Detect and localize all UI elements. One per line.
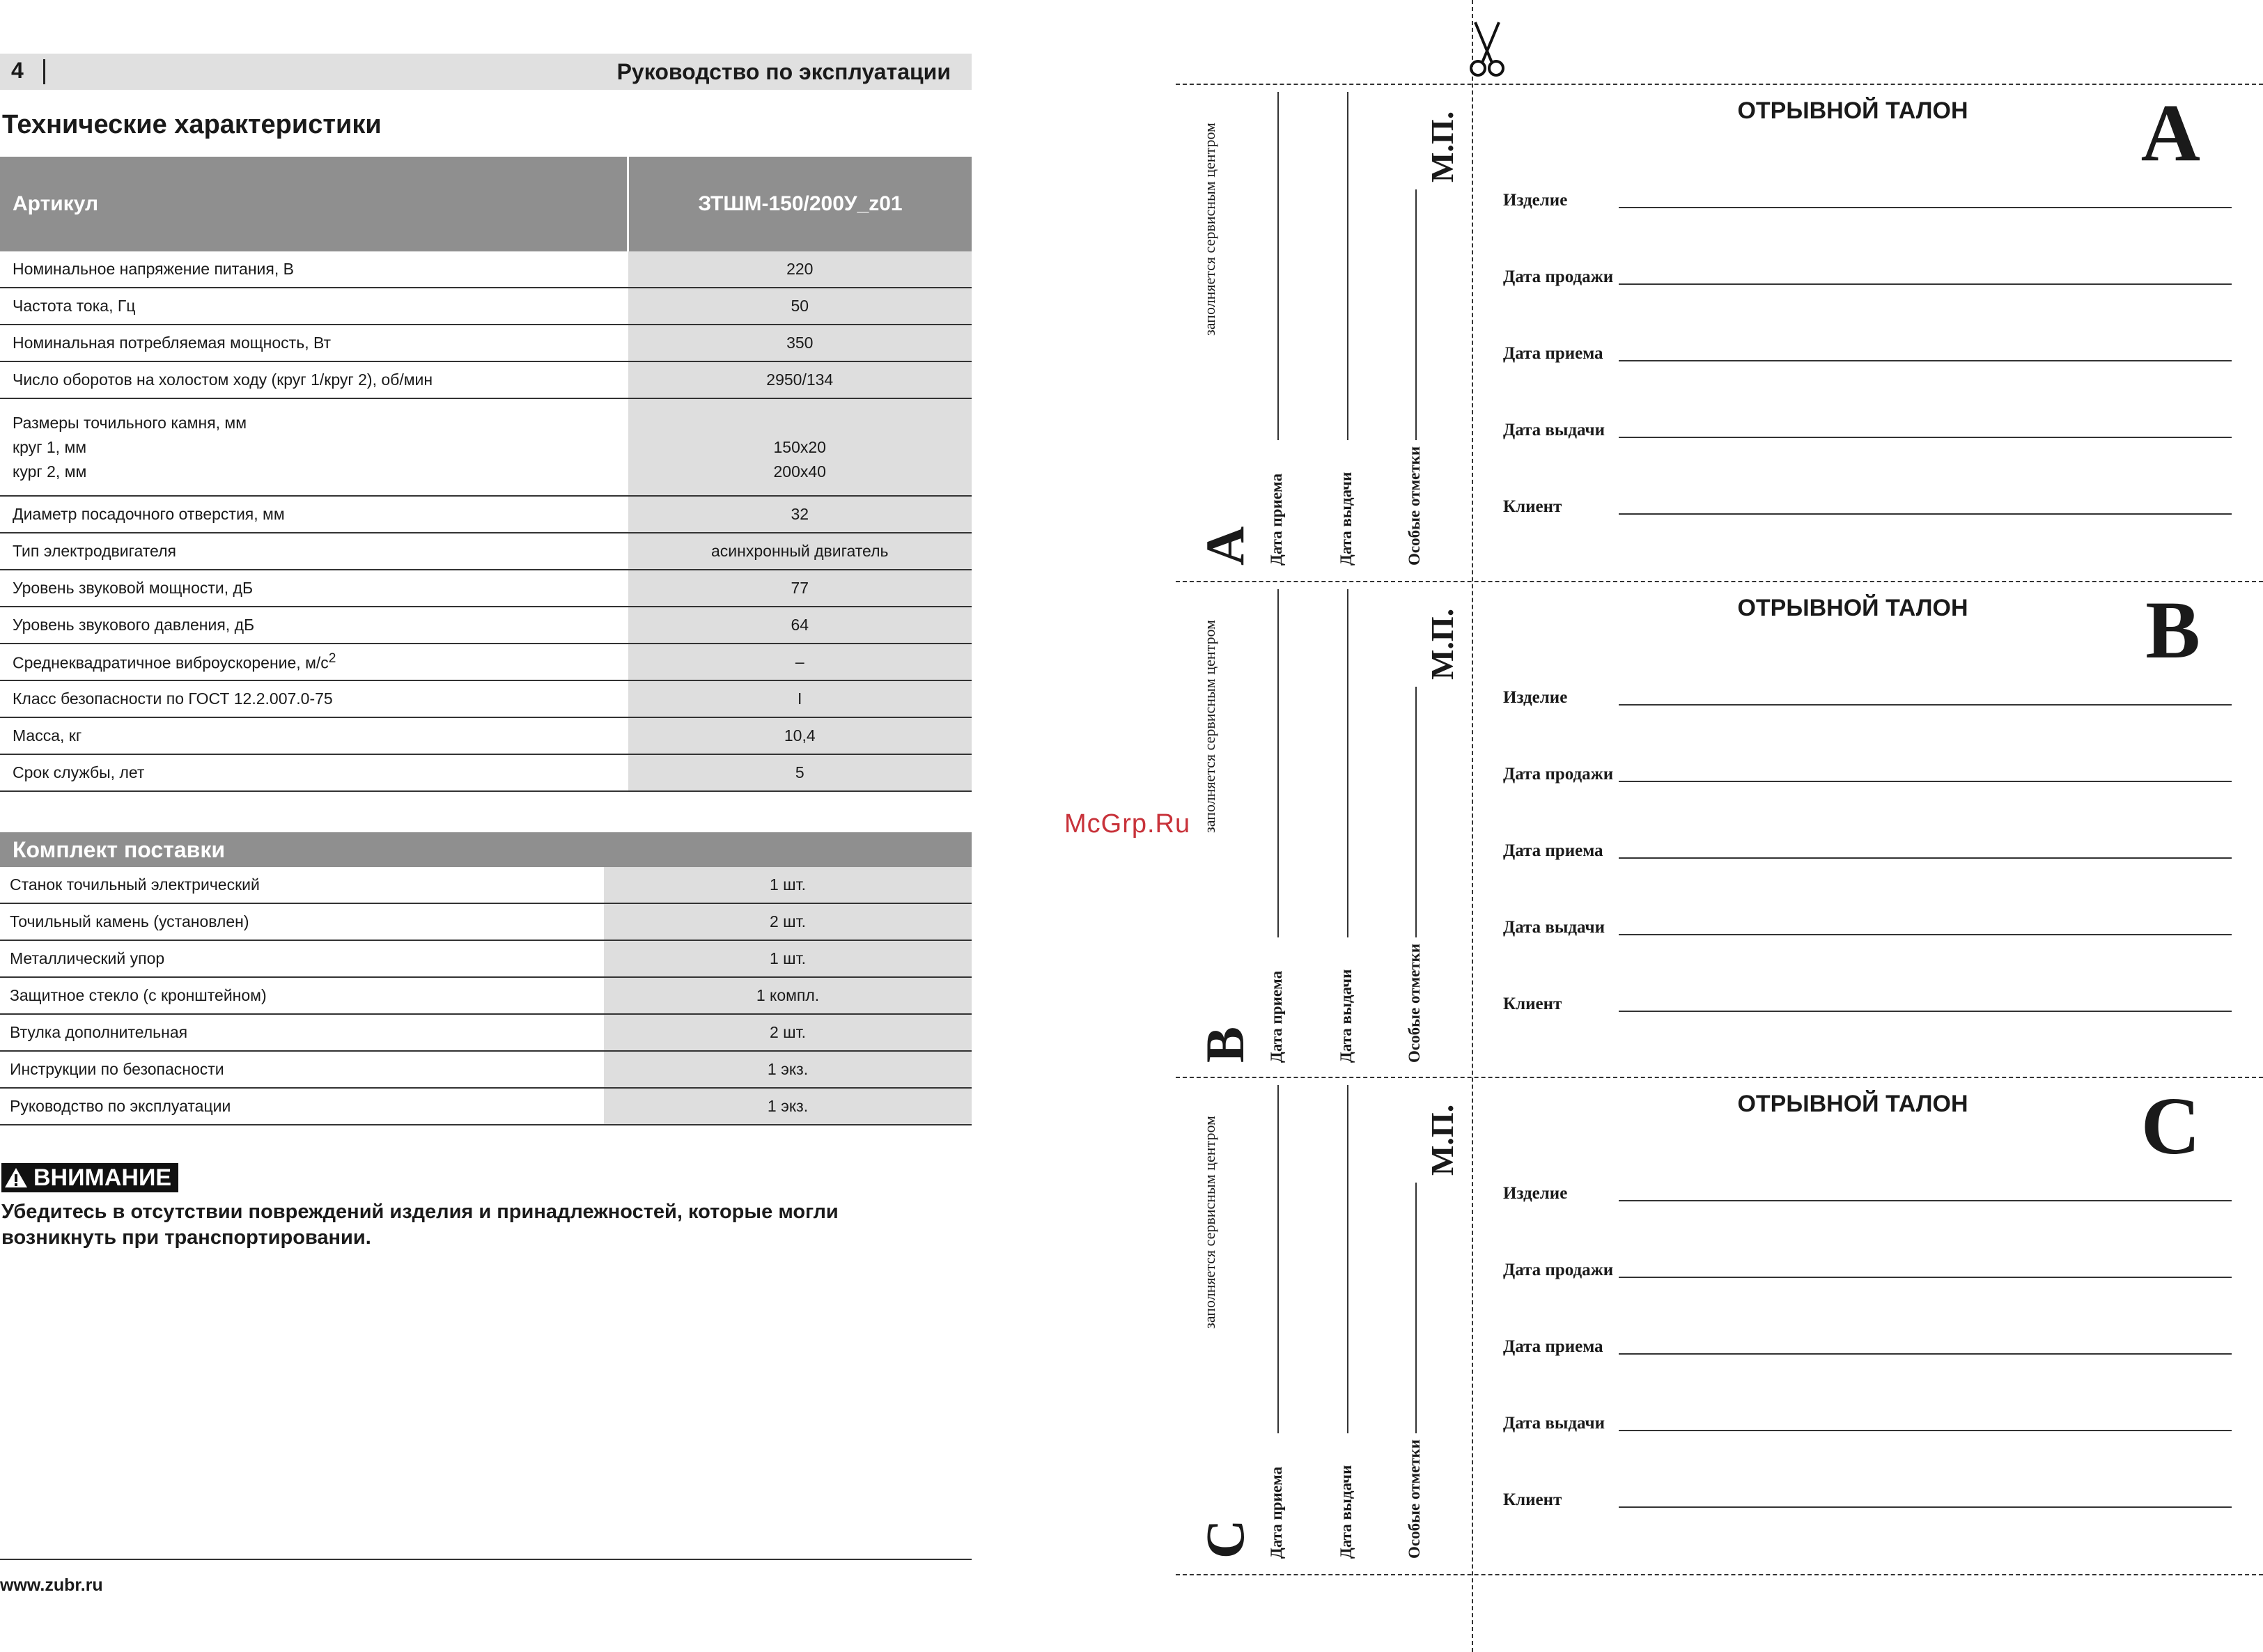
warning-text: Убедитесь в отсутствии повреждений изделия и принадлежностей, которые могли возникнуть при транспортировании. <box>1 1201 839 1249</box>
field-line[interactable] <box>1619 781 2232 782</box>
row-label: Станок точильный электрический <box>0 867 604 903</box>
stub-line <box>1277 92 1279 440</box>
row-value: 2 шт. <box>604 1014 972 1051</box>
kit-header-row <box>0 832 972 867</box>
stone-label-1: круг 1, мм <box>13 437 87 456</box>
row-value: – <box>628 644 972 680</box>
table-row <box>0 1088 972 1125</box>
stub-stamp: М.П. <box>1424 1104 1460 1176</box>
kit-title: Комплект поставки <box>0 832 972 867</box>
scissors-icon <box>1468 20 1507 78</box>
footer-url[interactable]: www.zubr.ru <box>0 1575 103 1595</box>
field-line[interactable] <box>1619 283 2232 285</box>
coupon-letter: A <box>2140 87 2200 178</box>
field-label-issue-date: Дата выдачи <box>1503 918 1605 937</box>
field-label-sale-date: Дата продажи <box>1503 267 1614 286</box>
stub-line <box>1415 687 1417 937</box>
row-label: Срок службы, лет <box>0 754 628 791</box>
row-label: Уровень звукового давления, дБ <box>0 607 628 644</box>
section-title: Технические характеристики <box>2 110 382 139</box>
coupon-letter: C <box>2140 1080 2200 1171</box>
stub-notes: Особые отметки <box>1406 446 1423 566</box>
coupon-b <box>1176 582 2263 1080</box>
stub-date-out: Дата выдачи <box>1337 1465 1355 1559</box>
stub-line <box>1415 1183 1417 1433</box>
field-label-receive-date: Дата приема <box>1503 841 1603 860</box>
stub-stamp: М.П. <box>1424 111 1460 182</box>
field-line[interactable] <box>1619 437 2232 438</box>
field-line[interactable] <box>1619 934 2232 935</box>
stub-letter: B <box>1195 1026 1255 1063</box>
row-value: 1 экз. <box>604 1051 972 1088</box>
stub-letter: A <box>1195 526 1255 566</box>
stub-date-out: Дата выдачи <box>1337 969 1355 1063</box>
field-label-receive-date: Дата приема <box>1503 1337 1603 1356</box>
field-label-sale-date: Дата продажи <box>1503 1261 1614 1279</box>
row-value: асинхронный двигатель <box>628 533 972 570</box>
stub-service-label: заполняется сервисным центром <box>1201 620 1218 833</box>
row-label: Масса, кг <box>0 717 628 754</box>
coupon-letter: B <box>2145 584 2200 676</box>
field-label-client: Клиент <box>1503 1490 1562 1509</box>
table-row <box>0 977 972 1014</box>
field-line[interactable] <box>1619 1353 2232 1355</box>
page-number: 4 <box>11 58 24 83</box>
row-label: Номинальное напряжение питания, В <box>0 251 628 288</box>
footer-divider <box>0 1559 972 1560</box>
stub-service-label: заполняется сервисным центром <box>1201 123 1218 336</box>
coupon-a <box>1176 85 2263 582</box>
row-label-text: Среднеквадратичное виброускорение, м/с <box>13 653 329 672</box>
spec-table <box>0 157 972 792</box>
table-row <box>0 644 972 680</box>
stub-line <box>1347 1085 1348 1433</box>
stub-date-out: Дата выдачи <box>1337 472 1355 566</box>
row-label: Диаметр посадочного отверстия, мм <box>0 496 628 533</box>
field-line[interactable] <box>1619 513 2232 515</box>
page-header <box>0 54 972 90</box>
row-value: 10,4 <box>628 717 972 754</box>
table-row <box>0 325 972 361</box>
field-label-issue-date: Дата выдачи <box>1503 1414 1605 1433</box>
table-row <box>0 717 972 754</box>
stub-date-in: Дата приема <box>1268 970 1285 1063</box>
row-value: 1 экз. <box>604 1088 972 1125</box>
row-label: Металлический упор <box>0 940 604 977</box>
stub-line <box>1277 1085 1279 1433</box>
table-row <box>0 496 972 533</box>
stub-line <box>1415 189 1417 440</box>
stone-value-2: 200x40 <box>773 462 826 481</box>
row-label: Тип электродвигателя <box>0 533 628 570</box>
field-line[interactable] <box>1619 857 2232 859</box>
field-label-sale-date: Дата продажи <box>1503 765 1614 784</box>
field-label-client: Клиент <box>1503 497 1562 516</box>
row-label <box>0 644 628 680</box>
table-row <box>0 361 972 398</box>
header-divider <box>43 59 45 84</box>
table-row <box>0 288 972 325</box>
row-value: 77 <box>628 570 972 607</box>
stub-stamp: М.П. <box>1424 608 1460 680</box>
stub-notes: Особые отметки <box>1406 1439 1423 1559</box>
table-row <box>0 867 972 903</box>
field-line[interactable] <box>1619 1011 2232 1012</box>
table-row <box>0 607 972 644</box>
field-line[interactable] <box>1619 1506 2232 1508</box>
stub-notes: Особые отметки <box>1406 943 1423 1063</box>
row-value: 1 шт. <box>604 940 972 977</box>
row-value: I <box>628 680 972 717</box>
table-row <box>0 251 972 288</box>
table-row <box>0 940 972 977</box>
row-label: Уровень звуковой мощности, дБ <box>0 570 628 607</box>
row-value: 2 шт. <box>604 903 972 940</box>
field-label-issue-date: Дата выдачи <box>1503 421 1605 439</box>
row-value: 220 <box>628 251 972 288</box>
field-label-client: Клиент <box>1503 995 1562 1013</box>
row-label: Класс безопасности по ГОСТ 12.2.007.0-75 <box>0 680 628 717</box>
table-row <box>0 1051 972 1088</box>
row-value: 350 <box>628 325 972 361</box>
warning-badge-label: ВНИМАНИЕ <box>33 1164 172 1191</box>
field-line[interactable] <box>1619 207 2232 208</box>
stub-line <box>1277 589 1279 937</box>
field-line[interactable] <box>1619 360 2232 361</box>
row-label: Инструкции по безопасности <box>0 1051 604 1088</box>
header-title: Руководство по эксплуатации <box>616 59 951 84</box>
watermark: McGrp.Ru <box>1064 809 1191 839</box>
stone-label-2: кург 2, мм <box>13 462 87 481</box>
field-line[interactable] <box>1619 1277 2232 1278</box>
row-label <box>0 398 628 496</box>
row-value: 5 <box>628 754 972 791</box>
field-line[interactable] <box>1619 1200 2232 1201</box>
field-line[interactable] <box>1619 704 2232 706</box>
row-label: Руководство по эксплуатации <box>0 1088 604 1125</box>
field-label-product: Изделие <box>1503 1184 1568 1203</box>
field-line[interactable] <box>1619 1430 2232 1431</box>
coupon-caption: ОТРЫВНОЙ ТАЛОН <box>1737 1091 1968 1117</box>
stub-letter: C <box>1195 1519 1255 1559</box>
row-value: 1 компл. <box>604 977 972 1014</box>
stone-label: Размеры точильного камня, мм <box>13 413 247 432</box>
table-row <box>0 903 972 940</box>
row-label: Защитное стекло (с кронштейном) <box>0 977 604 1014</box>
table-row <box>0 680 972 717</box>
coupon-c <box>1176 1078 2263 1575</box>
field-label-product: Изделие <box>1503 191 1568 210</box>
stub-line <box>1347 589 1348 937</box>
spec-header-row <box>0 157 972 251</box>
stub-service-label: заполняется сервисным центром <box>1201 1116 1218 1329</box>
row-label: Частота тока, Гц <box>0 288 628 325</box>
row-label: Втулка дополнительная <box>0 1014 604 1051</box>
stub-date-in: Дата приема <box>1268 1466 1285 1559</box>
table-row <box>0 533 972 570</box>
row-label: Число оборотов на холостом ходу (круг 1/круг 2), об/мин <box>0 361 628 398</box>
spec-head-value: ЗТШМ-150/200У_z01 <box>628 157 972 251</box>
row-value: 50 <box>628 288 972 325</box>
stub-date-in: Дата приема <box>1268 473 1285 566</box>
row-label: Точильный камень (установлен) <box>0 903 604 940</box>
row-value: 2950/134 <box>628 361 972 398</box>
stub-line <box>1347 92 1348 440</box>
stone-value-1: 150x20 <box>773 437 826 456</box>
coupon-caption: ОТРЫВНОЙ ТАЛОН <box>1737 98 1968 124</box>
row-value: 1 шт. <box>604 867 972 903</box>
table-row <box>0 1014 972 1051</box>
warning-triangle-icon <box>4 1167 28 1189</box>
table-row <box>0 570 972 607</box>
row-value: 32 <box>628 496 972 533</box>
table-row <box>0 754 972 791</box>
field-label-receive-date: Дата приема <box>1503 344 1603 363</box>
row-value: 64 <box>628 607 972 644</box>
row-value <box>628 398 972 496</box>
spec-head-label: Артикул <box>0 157 628 251</box>
kit-table <box>0 832 972 1125</box>
table-row <box>0 398 972 496</box>
row-label-sup: 2 <box>328 651 336 667</box>
field-label-product: Изделие <box>1503 688 1568 707</box>
coupon-caption: ОТРЫВНОЙ ТАЛОН <box>1737 595 1968 621</box>
warning-badge <box>1 1163 178 1192</box>
row-label: Номинальная потребляемая мощность, Вт <box>0 325 628 361</box>
